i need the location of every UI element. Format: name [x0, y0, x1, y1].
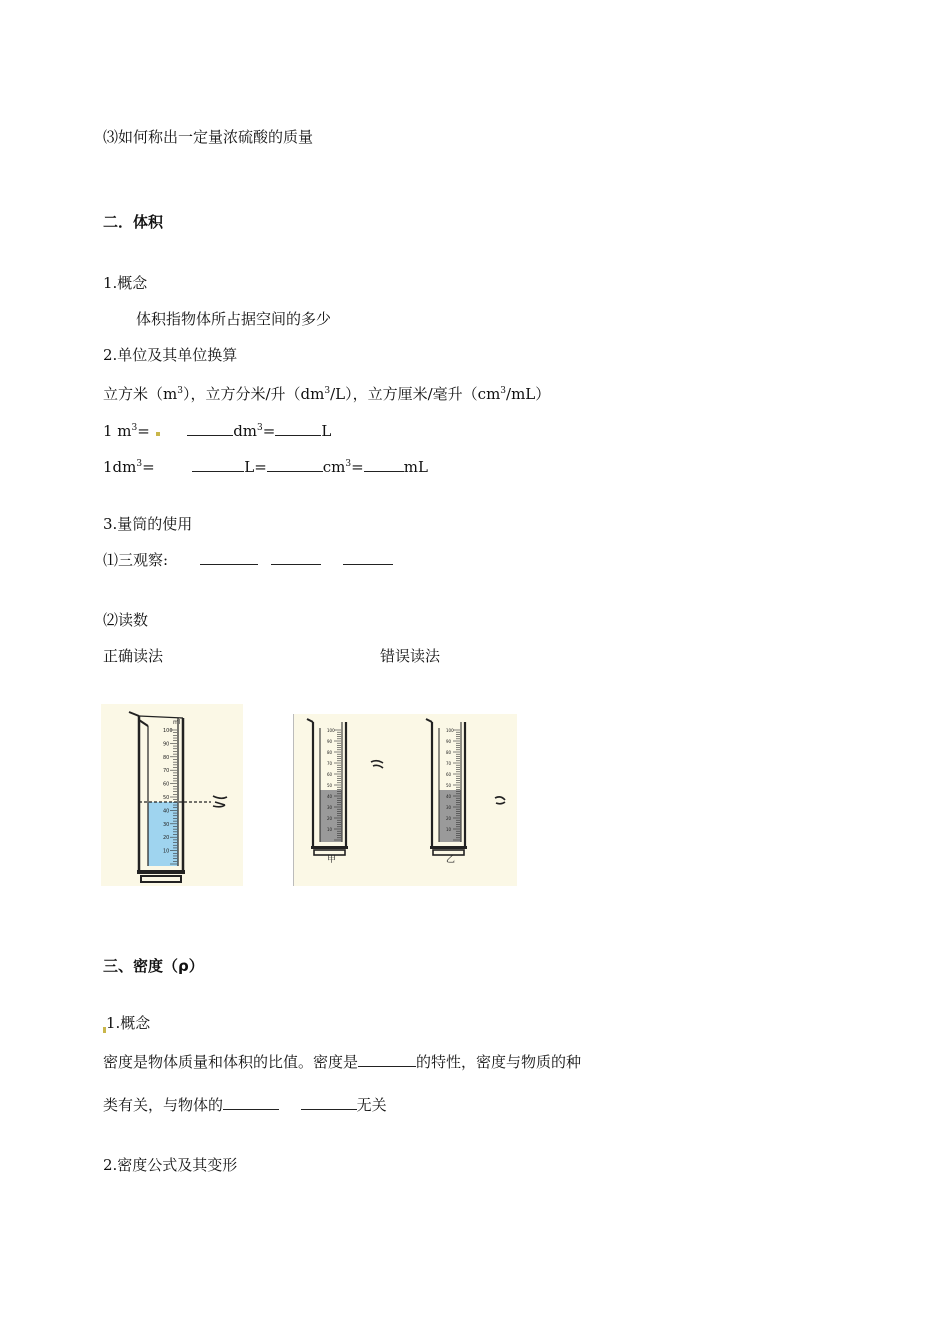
scale-tick-label: 10	[446, 827, 452, 832]
scale-tick-label: 90	[446, 739, 452, 744]
blank	[192, 457, 244, 472]
correct-reading-label: 正确读法	[103, 647, 164, 665]
scale-tick-label: 60	[446, 772, 452, 777]
density-concept-line-1: 密度是物体质量和体积的比值。密度是 的特性，密度与物质的种	[103, 1053, 582, 1071]
label-yi: 乙	[446, 855, 456, 865]
label-jia: 甲	[327, 855, 337, 865]
conversion-dm3: $1dm^3= L= cm^3=$ mL	[103, 458, 428, 476]
section-volume-heading: 二．体积	[103, 213, 164, 231]
scale-tick-label: 60	[163, 781, 170, 788]
units-title: 2.单位及其单位换算	[103, 346, 238, 364]
blank	[200, 550, 258, 565]
scale-tick-label: 10	[327, 827, 333, 832]
scale-tick-label: 100	[163, 728, 173, 734]
correct-reading-figure	[101, 704, 243, 886]
scale-tick-label: 50	[327, 783, 333, 788]
scale-tick-label: 20	[327, 816, 333, 821]
unit-label: ml	[173, 719, 181, 726]
density-formula-title: 2.密度公式及其变形	[103, 1156, 238, 1174]
scale-tick-label: 90	[327, 739, 333, 744]
reading-title: ⑵读数	[103, 611, 149, 629]
wrong-reading-label: 错误读法	[380, 647, 441, 665]
units-line: 立方米$(m^3)$，立方分米/升$(dm^3/L)$，立方厘米/毫升$(cm^3/mL)$	[103, 385, 551, 403]
blank	[187, 421, 233, 436]
blank	[343, 550, 393, 565]
mark-dot	[156, 432, 160, 436]
scale-tick-label: 60	[327, 772, 333, 777]
scale-tick-label: 100	[327, 728, 335, 733]
scale-tick-label: 50	[446, 783, 452, 788]
scale-tick-label: 20	[446, 816, 452, 821]
scale-tick-label: 80	[163, 754, 170, 761]
blank	[267, 457, 323, 472]
section-density-heading: 三、密度（ρ）	[103, 957, 204, 975]
scale-tick-label: 80	[327, 750, 333, 755]
volume-concept-text: 体积指物体所占据空间的多少	[136, 310, 332, 328]
scale-tick-label: 30	[163, 821, 170, 828]
blank	[223, 1095, 279, 1110]
scale-tick-label: 70	[446, 761, 452, 766]
scale-tick-label: 100	[446, 728, 454, 733]
blank	[358, 1052, 416, 1067]
scale-tick-label: 80	[446, 750, 452, 755]
scale-tick-label: 70	[163, 768, 170, 775]
scale-tick-label: 10	[163, 848, 170, 855]
scale-tick-label: 90	[163, 741, 170, 748]
density-concept-line-2: 类有关，与物体的 无关	[103, 1096, 387, 1114]
conversion-m3: 1 $m^3=$ $dm^3= L$	[103, 422, 332, 440]
blank	[271, 550, 321, 565]
cylinder-title: 3.量筒的使用	[103, 515, 193, 533]
blank	[364, 457, 404, 472]
density-concept-title: 1.概念	[103, 1013, 150, 1033]
scale-tick-label: 70	[327, 761, 333, 766]
observe-line: ⑴三观察:	[103, 550, 393, 570]
scale-tick-label: 30	[446, 805, 452, 810]
scale-tick-label: 40	[446, 794, 452, 799]
volume-concept-title: 1.概念	[103, 274, 148, 292]
scale-tick-label: 50	[163, 795, 170, 801]
scale-tick-label: 40	[163, 808, 170, 815]
wrong-reading-figure	[293, 714, 517, 886]
scale-tick-label: 40	[327, 794, 333, 799]
scale-tick-label: 30	[327, 805, 333, 810]
question-3: ⑶如何称出一定量浓硫酸的质量	[103, 128, 314, 146]
blank	[275, 421, 321, 436]
scale-tick-label: 20	[163, 835, 170, 842]
blank	[301, 1095, 357, 1110]
